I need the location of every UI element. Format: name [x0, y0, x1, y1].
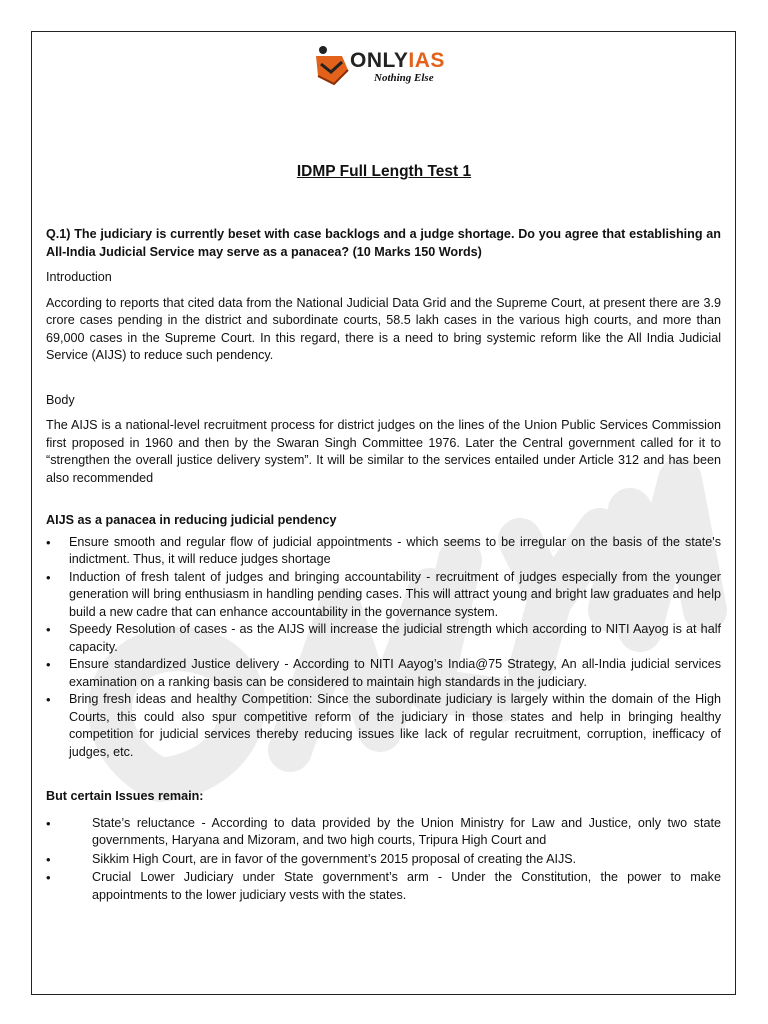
body-text: The AIJS is a national-level recruitment process for district judges on the lines of the Union Public Services Commission first proposed in 1960 and then by the Swaran Singh Committee 1976. Later the Central government called for it to “strengthen the overall justice delivery system”. It will be similar to the services entailed under Article 312 and has been also recommended [46, 418, 721, 485]
list-item: • Sikkim High Court, are in favor of the government’s 2015 proposal of creating the AIJS. [46, 851, 721, 869]
question-text: Q.1) The judiciary is currently beset with case backlogs and a judge shortage. Do you agree that establishing an All-India Judicial Service may serve as a panacea? (10 Marks 150 Words) [46, 227, 721, 259]
logo-tagline: Nothing Else [374, 72, 434, 84]
onlyias-logo [312, 42, 458, 90]
body-label: Body [46, 392, 75, 407]
introduction-text: According to reports that cited data from the National Judicial Data Grid and the Supreme Court, at present there are 3.9 crore cases pending in the district and subordinate courts, 58.5 lakh cases in the various high courts, and more than 69,000 cases in the Supreme Court. In this regard, there is a need to bring systemic reform like the All India Judicial Service (AIJS) to reduce such pendency. [46, 295, 721, 362]
panacea-list [46, 534, 721, 762]
issues-heading: But certain Issues remain: [46, 789, 204, 803]
introduction-label: Introduction [46, 270, 112, 284]
list-item: • Bring fresh ideas and healthy Competition: Since the subordinate judiciary is largely within the domain of the High Courts, this could also spur competitive reform of the judiciary in those states and help in bringing healthy competition for judicial services thereby reducing issues like lack of regular recruitment, corruption, inefficacy of judges, etc. [46, 691, 721, 761]
graduation-cap-icon [312, 44, 350, 86]
list-item: • Crucial Lower Judiciary under State government’s arm - Under the Constitution, the power to make appointments to the lower judiciary vests with the states. [46, 869, 721, 904]
list-item: • Induction of fresh talent of judges and bringing accountability - recruitment of judges especially from the younger generation will bring enthusiasm in handling pending cases. This will attract young and bright law graduates and help build a new cadre that can enhance accountability in the governance system. [46, 569, 721, 622]
list-item: • Speedy Resolution of cases - as the AIJS will increase the judicial strength which according to NITI Aayog is at half capacity. [46, 621, 721, 656]
list-item: • Ensure standardized Justice delivery - According to NITI Aayog’s India@75 Strategy, An all-India judicial services examination on a ranking basis can be considered to maintain high standards in the judiciary. [46, 656, 721, 691]
page-title: IDMP Full Length Test 1 [296, 163, 472, 180]
panacea-heading: AIJS as a panacea in reducing judicial pendency [46, 513, 337, 527]
list-item: • State’s reluctance - According to data provided by the Union Ministry for Law and Justice, only two state governments, Haryana and Mizoram, and two high courts, Tripura High Court and [46, 815, 721, 850]
document-body [46, 226, 721, 905]
list-item: • Ensure smooth and regular flow of judicial appointments - which seems to be irregular on the basis of the state's indictment. Thus, it will reduce judges shortage [46, 534, 721, 569]
logo-wordmark: ONLYIAS [350, 49, 445, 72]
issues-list [46, 815, 721, 905]
